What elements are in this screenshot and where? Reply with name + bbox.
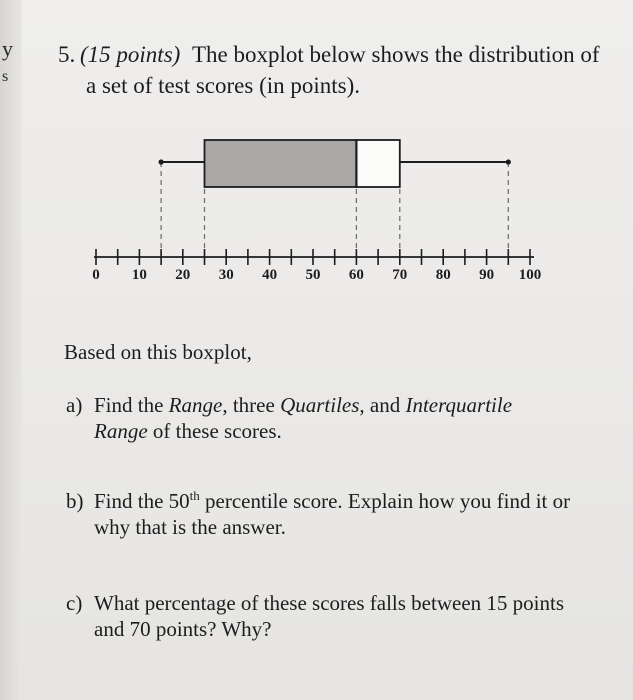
- part-b-text: Find the 50th percentile score. Explain how you find it or why that is the answer.: [94, 488, 571, 539]
- margin-char: s: [2, 68, 9, 85]
- tick-label: 10: [131, 267, 147, 283]
- intro-text: Based on this boxplot,: [64, 340, 252, 364]
- box-lower-half: [205, 140, 357, 187]
- tick-label: 20: [175, 267, 191, 283]
- question-text-line2: a set of test scores (in points).: [86, 73, 361, 98]
- question-points: (15 points): [80, 42, 181, 67]
- tick-label: 40: [262, 267, 278, 283]
- tick-label: 100: [518, 267, 542, 283]
- tick-label: 30: [218, 267, 234, 283]
- tick-label: 0: [92, 267, 100, 283]
- part-b-label: b): [66, 489, 84, 513]
- part-a-text: Find the Range, three Quartiles, and Interquartile Range of these scores.: [94, 393, 513, 443]
- question-text-line1: The boxplot below shows the distribution of: [192, 42, 600, 67]
- part-c-label: c): [66, 591, 83, 615]
- max-point: [506, 159, 511, 164]
- margin-char: y: [2, 36, 13, 61]
- question-number: 5.: [58, 42, 76, 67]
- tick-label: 70: [392, 267, 408, 283]
- tick-label: 60: [348, 267, 364, 283]
- part-c-text: What percentage of these scores falls between 15 points and 70 points? Why?: [94, 591, 564, 641]
- tick-label: 80: [435, 267, 451, 283]
- min-point: [159, 159, 164, 164]
- box-upper-half: [356, 140, 399, 187]
- tick-label: 50: [305, 267, 321, 283]
- part-a-label: a): [66, 393, 83, 417]
- tick-label: 90: [479, 267, 495, 283]
